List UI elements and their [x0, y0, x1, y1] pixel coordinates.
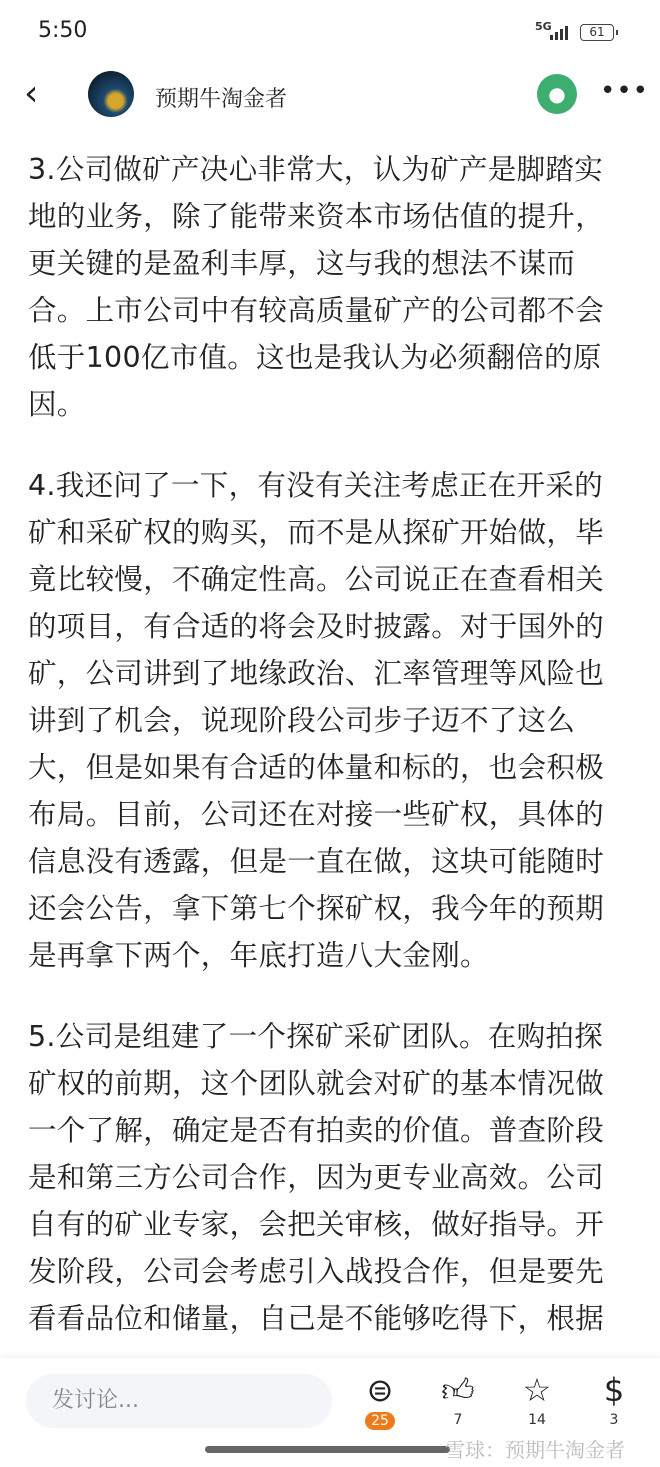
bottom-bar [0, 1358, 660, 1467]
text-line: 因。 [28, 388, 86, 421]
text-line: 矿权的前期，这个团队就会对矿的基本情况做 [28, 1067, 605, 1100]
text-line: 信息没有透露，但是一直在做，这块可能随时 [28, 845, 605, 878]
watermark: 雪球：预期牛淘金者 [445, 1438, 625, 1462]
comment-button[interactable] [350, 1370, 410, 1430]
text-line: 地的业务，除了能带来资本市场估值的提升， [28, 200, 605, 233]
text-line: 发阶段，公司会考虑引入战投合作，但是要先 [28, 1255, 605, 1288]
star-icon: ☆ [522, 1371, 552, 1409]
text-line: 矿，公司讲到了地缘政治、汇率管理等风险也 [28, 657, 605, 690]
author-name[interactable]: 预期牛淘金者 [155, 87, 288, 112]
text-line: 合。上市公司中有较高质量矿产的公司都不会 [28, 294, 605, 327]
paragraph [28, 1013, 640, 1342]
thumbs-up-icon: 👍︎ [441, 1371, 475, 1409]
text-line: 的项目，有合适的将会及时披露。对于国外的 [28, 610, 605, 643]
text-line: 讲到了机会，说现阶段公司步子迈不了这么 [28, 704, 576, 737]
comment-icon: ⊜ [366, 1371, 394, 1409]
wechat-share-icon[interactable]: ● [537, 74, 577, 114]
more-icon[interactable]: ••• [600, 76, 650, 106]
dollar-icon: $ [603, 1371, 625, 1409]
text-line: 还会公告，拿下第七个探矿权，我今年的预期 [28, 892, 605, 925]
signal-icon [550, 24, 568, 40]
text-line: 看看品位和储量，自己是不能够吃得下，根据 [28, 1302, 605, 1335]
text-line: 竟比较慢，不确定性高。公司说正在查看相关 [28, 563, 605, 596]
like-count: 7 [453, 1412, 463, 1428]
text-line: 是再拿下两个，年底打造八大金刚。 [28, 939, 489, 972]
status-bar [0, 0, 660, 62]
paragraph [28, 462, 640, 979]
text-line: 大，但是如果有合适的体量和标的，也会积极 [28, 751, 605, 784]
battery-icon: 61 [580, 24, 614, 41]
network-type: 5G [535, 20, 552, 33]
comment-count: 25 [365, 1412, 395, 1430]
comment-input[interactable]: 发讨论... [26, 1374, 332, 1428]
text-line: 一个了解，确定是否有拍卖的价值。普查阶段 [28, 1114, 605, 1147]
back-icon[interactable]: ‹ [24, 73, 39, 114]
home-indicator[interactable] [205, 1446, 450, 1453]
header [0, 62, 660, 128]
article-body [28, 146, 640, 1376]
text-line: 低于100亿市值。这也是我认为必须翻倍的原 [28, 341, 602, 374]
reward-button[interactable] [584, 1370, 644, 1428]
text-line: 布局。目前，公司还在对接一些矿权，具体的 [28, 798, 605, 831]
text-line: 更关键的是盈利丰厚，这与我的想法不谋而 [28, 247, 576, 280]
text-line: 3.公司做矿产决心非常大，认为矿产是脚踏实 [28, 153, 603, 186]
clock: 5:50 [38, 18, 88, 43]
favorite-count: 14 [528, 1412, 546, 1428]
text-line: 5.公司是组建了一个探矿采矿团队。在购拍探 [28, 1020, 603, 1053]
text-line: 矿和采矿权的购买，而不是从探矿开始做，毕 [28, 516, 605, 549]
paragraph [28, 146, 640, 428]
text-line: 4.我还问了一下，有没有关注考虑正在开采的 [28, 469, 603, 502]
text-line: 是和第三方公司合作，因为更专业高效。公司 [28, 1161, 605, 1194]
text-line: 自有的矿业专家，会把关审核，做好指导。开 [28, 1208, 605, 1241]
favorite-button[interactable] [507, 1370, 567, 1428]
avatar[interactable] [88, 71, 134, 117]
reward-count: 3 [609, 1412, 619, 1428]
like-button[interactable] [428, 1370, 488, 1428]
